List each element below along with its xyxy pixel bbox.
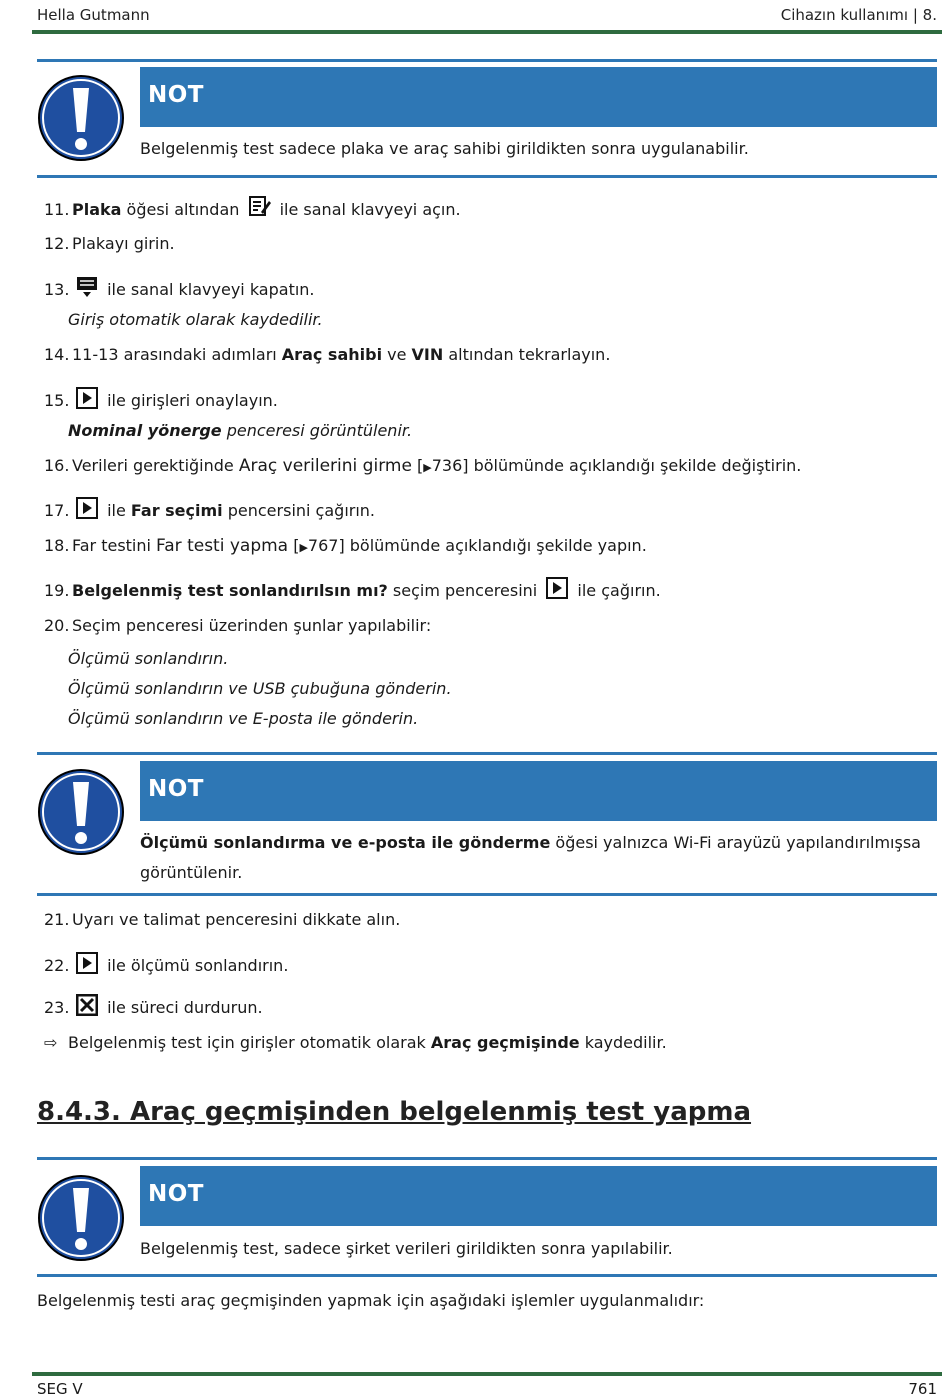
step-12: 12. Plakayı girin. bbox=[44, 234, 175, 253]
play-icon bbox=[76, 497, 98, 519]
step-13-result: Giriş otomatik olarak kaydedilir. bbox=[68, 310, 323, 329]
note-text: Ölçümü sonlandırma ve e-posta ile gönderme öğesi yalnızca Wi-Fi arayüzü yapılandırılmışsa görüntülenir. bbox=[140, 833, 921, 882]
warning-icon bbox=[37, 1174, 125, 1262]
step-22: 22. ile ölçümü sonlandırın. bbox=[44, 952, 288, 975]
note-text: Belgelenmiş test sadece plaka ve araç sahibi girildikten sonra uygulanabilir. bbox=[140, 139, 749, 158]
arrow-right-icon: ▶ bbox=[423, 461, 432, 474]
option-item: Ölçümü sonlandırın ve E-posta ile gönderin. bbox=[68, 709, 419, 728]
play-icon bbox=[76, 387, 98, 409]
note-title-bar bbox=[140, 67, 937, 127]
note-bottom-rule bbox=[37, 893, 937, 896]
warning-icon bbox=[37, 768, 125, 856]
step-23: 23. ile süreci durdurun. bbox=[44, 994, 263, 1017]
result-line: ⇨ Belgelenmiş test için girişler otomatik olarak Araç geçmişinde kaydedilir. bbox=[44, 1033, 667, 1052]
play-icon bbox=[76, 952, 98, 974]
step-21: 21. Uyarı ve talimat penceresini dikkate alın. bbox=[44, 910, 401, 929]
note-title: NOT bbox=[148, 776, 204, 802]
option-item: Ölçümü sonlandırın. bbox=[68, 649, 229, 668]
xref-link[interactable]: Far testi yapma bbox=[156, 536, 289, 556]
header-right: Cihazın kullanımı | 8. bbox=[780, 6, 937, 24]
step-14: 14. 11-13 arasındaki adımları Araç sahibi ve VIN altından tekrarlayın. bbox=[44, 345, 611, 364]
result-arrow-icon: ⇨ bbox=[44, 1033, 58, 1052]
warning-icon bbox=[37, 74, 125, 162]
step-13: 13. ile sanal klavyeyi kapatın. bbox=[44, 276, 315, 299]
note-title: NOT bbox=[148, 82, 204, 108]
section-heading: 8.4.3. Araç geçmişinden belgelenmiş test yapma bbox=[37, 1097, 752, 1127]
page-number: 761 bbox=[908, 1380, 937, 1398]
note-top-rule bbox=[37, 1157, 937, 1160]
edit-keyboard-icon bbox=[249, 196, 271, 218]
header-left: Hella Gutmann bbox=[37, 6, 150, 24]
footer-left: SEG V bbox=[37, 1380, 83, 1398]
step-15-result: Nominal yönerge penceresi görüntülenir. bbox=[68, 421, 413, 440]
step-16: 16. Verileri gerektiğinde Araç verilerini girme [▶736] bölümünde açıklandığı şekilde değiştirin. bbox=[44, 456, 802, 476]
page-ref[interactable]: 736] bbox=[431, 456, 469, 475]
note-top-rule bbox=[37, 752, 937, 755]
note-bottom-rule bbox=[37, 175, 937, 178]
step-20: 20. Seçim penceresi üzerinden şunlar yapılabilir: bbox=[44, 616, 432, 635]
footer-rule bbox=[32, 1372, 942, 1376]
arrow-right-icon: ▶ bbox=[299, 541, 308, 554]
option-item: Ölçümü sonlandırın ve USB çubuğuna gönderin. bbox=[68, 679, 452, 698]
intro-text: Belgelenmiş testi araç geçmişinden yapmak için aşağıdaki işlemler uygulanmalıdır: bbox=[37, 1291, 705, 1310]
step-17: 17. ile Far seçimi pencersini çağırın. bbox=[44, 497, 375, 520]
keyboard-close-icon bbox=[76, 276, 98, 298]
step-11: 11. Plaka öğesi altından ile sanal klavyeyi açın. bbox=[44, 196, 461, 219]
xref-link[interactable]: Araç verilerini girme bbox=[238, 456, 412, 476]
note-title: NOT bbox=[148, 1181, 204, 1207]
header-rule bbox=[32, 30, 942, 34]
note-bottom-rule bbox=[37, 1274, 937, 1277]
page-ref[interactable]: 767] bbox=[307, 536, 345, 555]
step-15: 15. ile girişleri onaylayın. bbox=[44, 387, 278, 410]
step-18: 18. Far testini Far testi yapma [▶767] bölümünde açıklandığı şekilde yapın. bbox=[44, 536, 647, 556]
note-top-rule bbox=[37, 59, 937, 62]
play-icon bbox=[546, 577, 568, 599]
note-title-bar bbox=[140, 761, 937, 821]
note-text: Belgelenmiş test, sadece şirket verileri girildikten sonra yapılabilir. bbox=[140, 1239, 673, 1258]
step-19: 19. Belgelenmiş test sonlandırılsın mı? seçim penceresini ile çağırın. bbox=[44, 577, 661, 600]
stop-x-icon bbox=[76, 994, 98, 1016]
note-title-bar bbox=[140, 1166, 937, 1226]
